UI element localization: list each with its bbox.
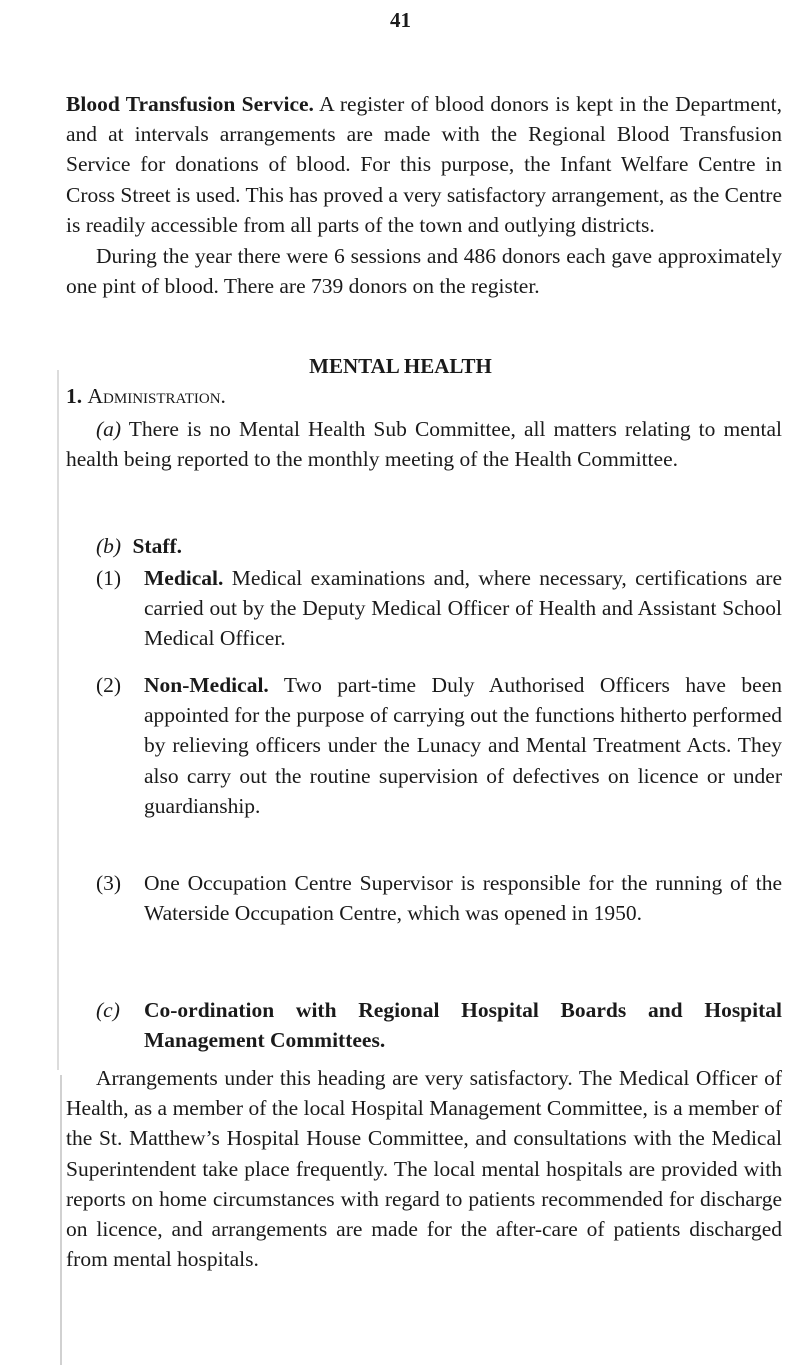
staff-item-text: Medical examinations and, where necessary, certifications are carried out by the Deputy Medical Officer of Health and Assistant School Medical Officer. [144,566,782,651]
blood-transfusion-text: A register of blood donors is kept in the Department, and at intervals arrangements are made with the Regional Blood Transfusion Service for donations of blood. For this purpose, the Infant Welfare Centre in Cross Street is used. This has proved a very satisfactory arrangement, as the Centre is readily accessible from all parts of the town and outlying districts. [66,92,782,237]
staff-item-number: (3) [96,871,122,895]
mental-health-heading: MENTAL HEALTH [309,354,492,378]
page-number: 41 [390,8,411,32]
paragraph-b-title: Staff. [132,534,183,558]
staff-item-text: Two part-time Duly Authorised Officers have been appointed for the purpose of carrying out the functions hitherto performed by relieving officers under the Lunacy and Mental Treatment Acts. They also carry out the routine supervision of defectives on licence or under guardianship. [144,673,782,818]
staff-item-non-medical [144,670,782,821]
staff-item-medical [144,563,782,654]
paragraph-c-text: Arrangements under this heading are very satisfactory. The Medical Officer of Health, as a member of the local Hospital Management Committee, is a member of the St. Matthew’s Hospital House Committee, and consultations with the Medical Superintendent take place frequently. The local mental hospitals are provided with reports on home circumstances with regard to patients recommended for discharge on licence, and arrangements are made for the after-care of patients discharged from mental hospitals. [66,1066,782,1272]
staff-item-text: One Occupation Centre Supervisor is responsible for the running of the Waterside Occupation Centre, which was opened in 1950. [144,871,782,926]
section-administration [66,381,782,411]
paragraph-b [96,531,782,561]
staff-item-number: (2) [96,673,122,697]
blood-donors-paragraph [66,241,782,301]
paragraph-a [66,414,782,474]
scan-artifact-line [60,1075,62,1365]
blood-donors-text: During the year there were 6 sessions and 486 donors each gave approximately one pint of blood. There are 739 donors on the register. [66,244,782,299]
paragraph-c-label: (c) [96,998,120,1022]
paragraph-a-label: (a) [96,417,122,441]
section-title: Administration. [87,384,226,408]
staff-item-title: Non-Medical. [144,673,269,697]
staff-item-number: (1) [96,566,122,590]
paragraph-a-text: There is no Mental Health Sub Committee, all matters relating to mental health being reported to the monthly meeting of the Health Committee. [66,417,782,472]
section-number: 1. [66,384,83,408]
staff-item-occupation-centre [144,868,782,928]
paragraph-c-title: Co-ordination with Regional Hospital Boards and Hospital Management Committees. [144,998,782,1053]
paragraph-b-label: (b) [96,534,122,558]
staff-item-title: Medical. [144,566,224,590]
blood-transfusion-paragraph [66,89,782,240]
blood-transfusion-title: Blood Transfusion Service. [66,92,314,116]
scan-artifact-line [57,370,59,1070]
